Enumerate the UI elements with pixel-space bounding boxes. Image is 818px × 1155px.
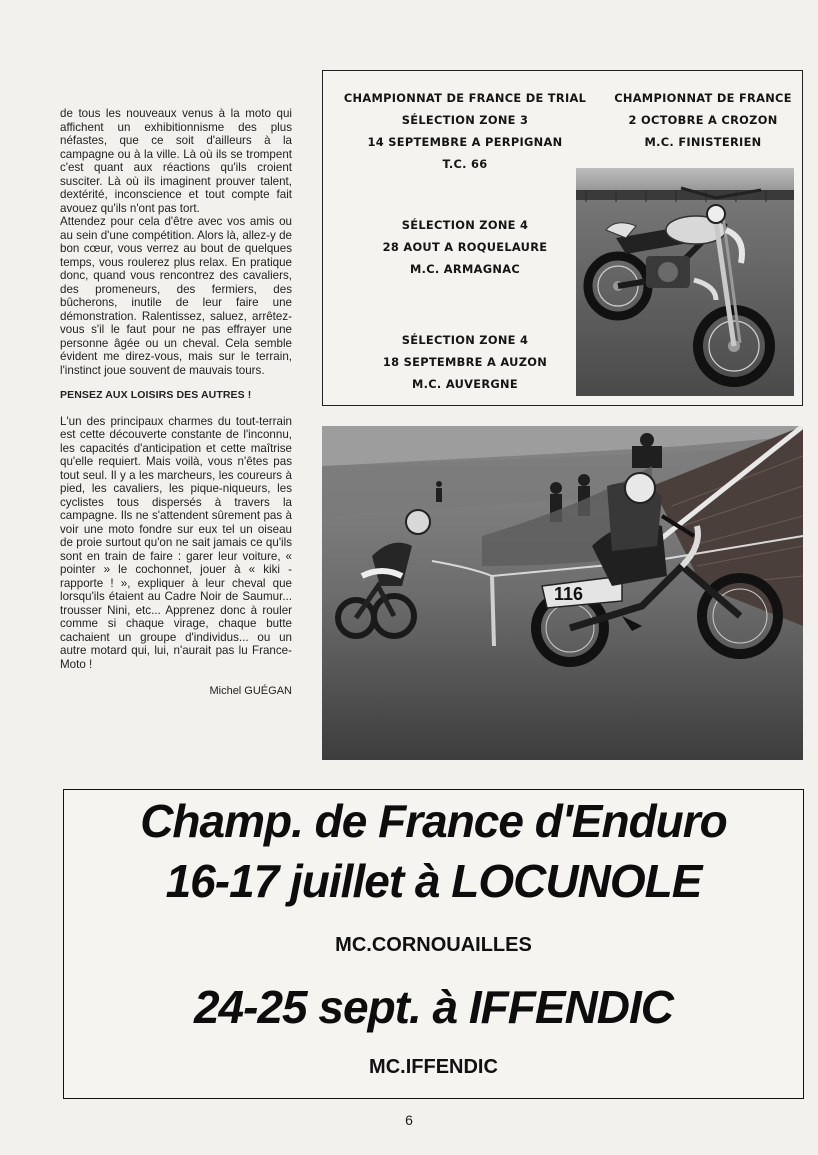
event-line: SÉLECTION ZONE 3 [401, 113, 529, 127]
event-line: 18 SEPTEMBRE A AUZON [382, 355, 548, 369]
article-column [60, 107, 292, 699]
author-signature: Michel GUÉGAN [209, 685, 292, 697]
event-line: CHAMPIONNAT DE FRANCE [614, 91, 792, 105]
event-block-perpignan [323, 87, 607, 175]
event-line: SÉLECTION ZONE 4 [401, 333, 529, 347]
article-paragraph: L'un des principaux charmes du tout-terrain est cette découverte constante de l'inconnu, les capacités d'anticipation et cette maîtrise qu'elle requiert. Mais voilà, vous n'êtes pas tout seul. Il y a les marcheurs, les coureurs à pied, les cavaliers, les pique-niqueurs, les cyclistes tous dispersés à travers la campagne. Ils ne s'attendent sûrement pas à voir une moto fondre sur eux tel un oiseau de proie surtout qu'on ne sait jamais ce qu'ils sont en train de faire : garer leur voiture, « pointer » le cochonnet, jouer à « kiki - rapporte ! », expliquer à leur cheval que lorsqu'ils étaient au Cadre Noir de Saumur... trousser Nini, etc... Apprenez donc à rouler comme si chaque virage, chaque butte cachaient un groupe d'individus... ou un autre motard qui, lui, n'aurait pas lu France-Moto ! [60, 414, 292, 671]
event-line: T.C. 66 [442, 157, 488, 171]
motocross-race-image [322, 426, 803, 760]
event-block-auzon [323, 329, 607, 395]
event-line: 2 OCTOBRE A CROZON [628, 113, 778, 127]
motocross-race-photo [322, 426, 803, 760]
enduro-title: Champ. de France d'Enduro [140, 795, 727, 847]
trial-motorcycle-photo [576, 168, 794, 396]
event-line: 28 AOUT A ROQUELAURE [382, 240, 548, 254]
article-paragraph: Attendez pour cela d'être avec vos amis ou au sein d'une compétition. Alors là, allez-y de bon cœur, vous verrez au bout de quelques temps, vous roulerez plus relax. En pratique donc, quand vous rencontrez des cavaliers, des promeneurs, des fermiers, des bûcherons, inutile de leur faire une démonstration. Ralentissez, saluez, arrêtez-vous s'il le faut pour ne pas effrayer une personne âgée ou un cheval. Cela semble évident me direz-vous, mais sur le terrain, l'instinct joue souvent de mauvais tours. [60, 215, 292, 377]
event-line: SÉLECTION ZONE 4 [401, 218, 529, 232]
event-block-roquelaure [323, 214, 607, 280]
enduro-date-locunole: 16-17 juillet à LOCUNOLE [165, 855, 702, 907]
enduro-date-iffendic: 24-25 sept. à IFFENDIC [193, 981, 674, 1033]
article-paragraph: de tous les nouveaux venus à la moto qui affichent un exhibitionnisme des plus néfastes, que ce soit d'ailleurs à la campagne ou à la ville. Là où ils se trompent c'est quant aux réactions qu'ils croient susciter. Là où ils imaginent prouver talent, dextérité, inconscience et tout compte fait avouez qu'ils n'ont pas tort. [60, 107, 292, 215]
page-number: 6 [405, 1112, 413, 1128]
event-line: M.C. AUVERGNE [412, 377, 518, 391]
event-line: M.C. FINISTERIEN [644, 135, 762, 149]
trial-motorcycle-image [576, 168, 794, 396]
article-heading: PENSEZ AUX LOISIRS DES AUTRES ! [60, 389, 252, 401]
enduro-club-cornouailles: MC.CORNOUAILLES [335, 934, 532, 956]
enduro-announcement-box [63, 789, 804, 1099]
race-plate-number: 116 [554, 584, 584, 604]
event-line: CHAMPIONNAT DE FRANCE DE TRIAL [343, 91, 587, 105]
enduro-club-iffendic: MC.IFFENDIC [369, 1056, 498, 1078]
event-block-crozon [603, 87, 803, 153]
event-line: M.C. ARMAGNAC [409, 262, 520, 276]
event-line: 14 SEPTEMBRE A PERPIGNAN [367, 135, 563, 149]
